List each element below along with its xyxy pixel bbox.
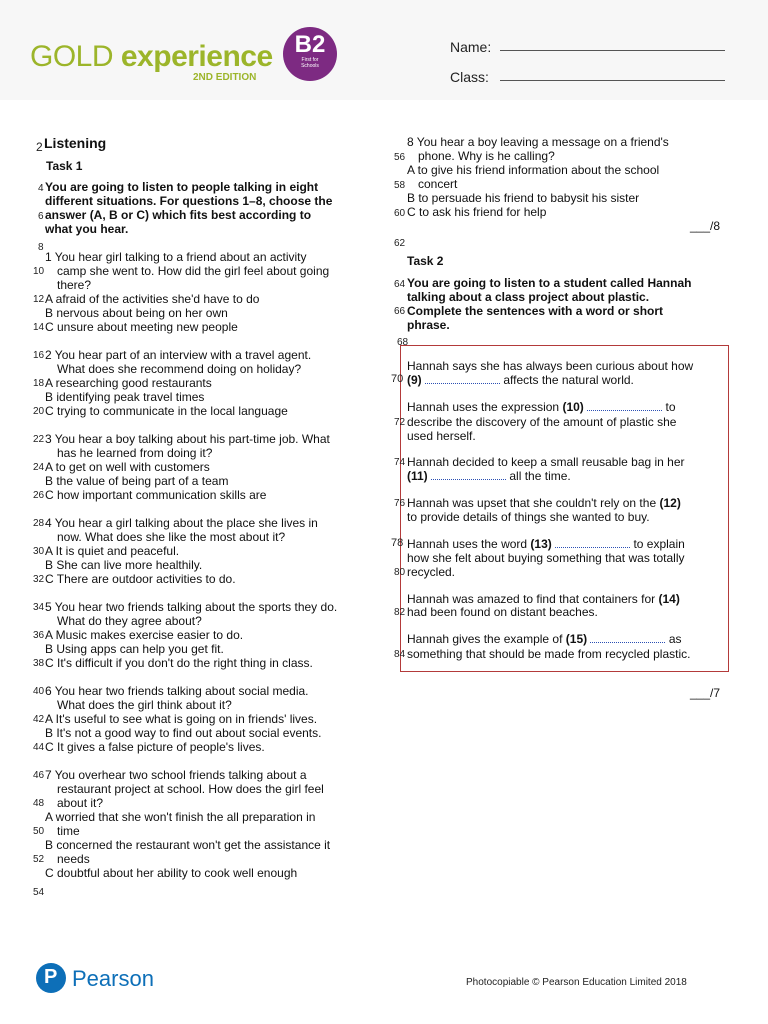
q7-option-b-cont: needs (57, 852, 90, 866)
line-number: 10 (33, 266, 45, 277)
sentence-14-line-2: had been found on distant beaches. (407, 605, 598, 619)
q5-option-b: B Using apps can help you get fit. (45, 642, 224, 656)
q4-option-b: B She can live more healthily. (45, 558, 203, 572)
badge-sub2: Schools (301, 63, 319, 69)
task1-instruction-4: what you hear. (45, 222, 129, 236)
badge-sub1: First for (301, 57, 319, 63)
answer-blank-9[interactable] (425, 374, 500, 384)
line-number: 66 (394, 306, 406, 317)
q10-number: (10) (562, 400, 584, 414)
q7-stem-3: about it? (57, 796, 104, 810)
q8-option-b: B to persuade his friend to babysit his sister (407, 191, 640, 205)
line-number: 22 (33, 434, 45, 445)
gold-experience-logo (30, 40, 273, 74)
line-number: 6 (38, 211, 44, 222)
line-number: 58 (394, 180, 406, 191)
task2-instruction-3: Complete the sentences with a word or short (407, 304, 664, 318)
q3-stem-1: 3 You hear a boy talking about his part-time job. What (45, 432, 330, 446)
line-number: 62 (394, 238, 406, 249)
q1-option-a: A afraid of the activities she'd have to do (45, 292, 260, 306)
task2-instruction-2: talking about a class project about plastic. (407, 290, 650, 304)
page-header (0, 0, 768, 100)
q7-stem-1: 7 You overhear two school friends talking about a (45, 768, 307, 782)
line-number: 70 (391, 373, 404, 385)
line-number: 76 (394, 498, 406, 509)
q6-stem-1: 6 You hear two friends talking about social media. (45, 684, 309, 698)
task1-instruction-3: answer (A, B or C) which fits best according to (45, 208, 312, 222)
q4-option-c: C There are outdoor activities to do. (45, 572, 236, 586)
line-number: 44 (33, 742, 45, 753)
q5-option-a: A Music makes exercise easier to do. (45, 628, 244, 642)
task2-score: ___/7 (690, 686, 721, 700)
line-number: 38 (33, 658, 45, 669)
line-number: 30 (33, 546, 45, 557)
edition-label: 2ND EDITION (193, 72, 257, 83)
line-number: 14 (33, 322, 45, 333)
q1-stem-3: there? (57, 278, 92, 292)
answer-blank-15[interactable] (590, 633, 665, 643)
sentence-9-line-2 (407, 373, 634, 387)
line-number: 4 (38, 183, 44, 194)
name-field[interactable] (500, 50, 725, 51)
q12-number: (12) (659, 496, 681, 510)
logo-experience-text: experience (120, 40, 273, 73)
sentence-11-end: all the time. (509, 469, 571, 483)
line-number: 20 (33, 406, 45, 417)
task1-title: Task 1 (46, 159, 83, 173)
q7-stem-2: restaurant project at school. How does the girl feel (57, 782, 324, 796)
line-number: 82 (394, 607, 406, 618)
sentence-15-end: as (668, 632, 682, 646)
answer-blank-10[interactable] (587, 401, 662, 411)
line-number: 16 (33, 350, 45, 361)
sentence-13-line-2: how she felt about buying something that was totally (407, 551, 685, 565)
name-label: Name: (450, 39, 492, 55)
sentence-9-end: affects the natural world. (503, 373, 634, 387)
q4-option-a: A It is quiet and peaceful. (45, 544, 180, 558)
q7-option-c: C doubtful about her ability to cook well enough (45, 866, 298, 880)
q3-option-b: B the value of being part of a team (45, 474, 229, 488)
sentence-11-line-1: Hannah decided to keep a small reusable bag in her (407, 455, 685, 469)
sentence-15-line-2: something that should be made from recycled plastic. (407, 647, 691, 661)
q14-number: (14) (658, 592, 680, 606)
q2-stem-1: 2 You hear part of an interview with a travel agent. (45, 348, 312, 362)
line-number: 36 (33, 630, 45, 641)
sentence-13-line-1 (407, 537, 685, 551)
q1-stem-2: camp she went to. How did the girl feel about going (57, 264, 330, 278)
sentence-15-start: Hannah gives the example of (407, 632, 563, 646)
pearson-logo-icon (36, 963, 66, 993)
q7-option-b: B concerned the restaurant won't get the assistance it (45, 838, 331, 852)
sentence-13-end: to explain (633, 537, 685, 551)
class-field[interactable] (500, 80, 725, 81)
task1-score: ___/8 (690, 219, 721, 233)
line-number: 64 (394, 279, 406, 290)
q11-number: (11) (407, 469, 428, 483)
sentence-10-line-3: used herself. (407, 429, 476, 443)
q4-stem-2: now. What does she like the most about it? (57, 530, 286, 544)
q6-option-a: A It's useful to see what is going on in friends' lives. (45, 712, 318, 726)
q3-option-c: C how important communication skills are (45, 488, 267, 502)
sentence-10-end: to (665, 400, 676, 414)
line-number: 84 (394, 649, 406, 660)
level-badge (283, 27, 337, 81)
q13-number: (13) (530, 537, 552, 551)
line-number: 34 (33, 602, 45, 613)
q4-stem-1: 4 You hear a girl talking about the place she lives in (45, 516, 318, 530)
line-number: 80 (394, 567, 406, 578)
line-number: 26 (33, 490, 45, 501)
pearson-logo-letter: P (44, 966, 58, 988)
sentence-12-line-1 (407, 496, 681, 510)
line-number: 42 (33, 714, 45, 725)
line-number: 24 (33, 462, 45, 473)
sentence-14-line-1 (407, 592, 680, 606)
q8-stem-2: phone. Why is he calling? (418, 149, 555, 163)
q1-option-c: C unsure about meeting new people (45, 320, 238, 334)
task1-instruction-2: different situations. For questions 1–8, choose the (45, 194, 333, 208)
line-number: 54 (33, 887, 45, 898)
sentence-10-line-1 (407, 400, 676, 414)
task2-title: Task 2 (407, 254, 444, 268)
sentence-10-start: Hannah uses the expression (407, 400, 560, 414)
line-number: 18 (33, 378, 45, 389)
line-number: 28 (33, 518, 45, 529)
q1-option-b: B nervous about being on her own (45, 306, 228, 320)
sentence-15-line-1 (407, 632, 682, 646)
q3-stem-2: has he learned from doing it? (57, 446, 213, 460)
logo-gold-text: GOLD (30, 40, 114, 73)
sentence-12-line-2: to provide details of things she wanted to buy. (407, 510, 650, 524)
line-number: 68 (397, 337, 409, 348)
sentence-11-line-2 (407, 469, 571, 483)
sentence-9-line-1: Hannah says she has always been curious about how (407, 359, 694, 373)
q3-option-a: A to get on well with customers (45, 460, 210, 474)
sentence-13-start: Hannah uses the word (407, 537, 528, 551)
line-number: 12 (33, 294, 45, 305)
pearson-brand: Pearson (72, 966, 154, 991)
sentence-10-line-2: describe the discovery of the amount of plastic she (407, 415, 677, 429)
q8-stem-1: 8 You hear a boy leaving a message on a friend's (407, 135, 669, 149)
q2-option-c: C trying to communicate in the local language (45, 404, 288, 418)
line-number: 60 (394, 208, 406, 219)
q7-option-a: A worried that she won't finish the all preparation in (45, 810, 316, 824)
q5-option-c: C It's difficult if you don't do the right thing in class. (45, 656, 313, 670)
line-number: 32 (33, 574, 45, 585)
answer-blank-13[interactable] (555, 538, 630, 548)
q8-option-a: A to give his friend information about the school (407, 163, 660, 177)
line-number: 72 (394, 417, 406, 428)
task1-instruction-1: You are going to listen to people talking in eight (45, 180, 319, 194)
line-number: 8 (38, 242, 44, 253)
copyright-notice: Photocopiable © Pearson Education Limited 2018 (466, 977, 687, 988)
line-number: 40 (33, 686, 45, 697)
line-number: 56 (394, 152, 406, 163)
q7-option-a-cont: time (57, 824, 80, 838)
q6-stem-2: What does the girl think about it? (57, 698, 232, 712)
line-number: 48 (33, 798, 45, 809)
q2-option-a: A researching good restaurants (45, 376, 212, 390)
class-label: Class: (450, 69, 489, 85)
sentence-14-start: Hannah was amazed to find that containers for (407, 592, 656, 606)
line-number: 78 (391, 537, 404, 549)
section-title: Listening (44, 135, 107, 151)
line-number: 50 (33, 826, 45, 837)
task2-instruction-4: phrase. (407, 318, 450, 332)
q5-stem-2: What do they agree about? (57, 614, 202, 628)
task2-instruction-1: You are going to listen to a student called Hannah (407, 276, 692, 290)
section-number: 2 (36, 140, 43, 154)
q2-stem-2: What does she recommend doing on holiday? (57, 362, 302, 376)
badge-level: B2 (294, 31, 326, 58)
q1-stem-1: 1 You hear girl talking to a friend about an activity (45, 250, 307, 264)
answer-blank-11[interactable] (431, 470, 506, 480)
sentence-13-line-3: recycled. (407, 565, 456, 579)
q2-option-b: B identifying peak travel times (45, 390, 205, 404)
q15-number: (15) (565, 632, 588, 646)
q9-number: (9) (407, 373, 422, 387)
sentence-12-start: Hannah was upset that she couldn't rely on the (407, 496, 657, 510)
line-number: 52 (33, 854, 45, 865)
q6-option-b: B It's not a good way to find out about social events. (45, 726, 322, 740)
line-number: 74 (394, 457, 406, 468)
line-number: 46 (33, 770, 45, 781)
q8-option-c: C to ask his friend for help (407, 205, 547, 219)
q6-option-c: C It gives a false picture of people's lives. (45, 740, 265, 754)
q8-option-a-cont: concert (418, 177, 458, 191)
q5-stem-1: 5 You hear two friends talking about the sports they do. (45, 600, 338, 614)
